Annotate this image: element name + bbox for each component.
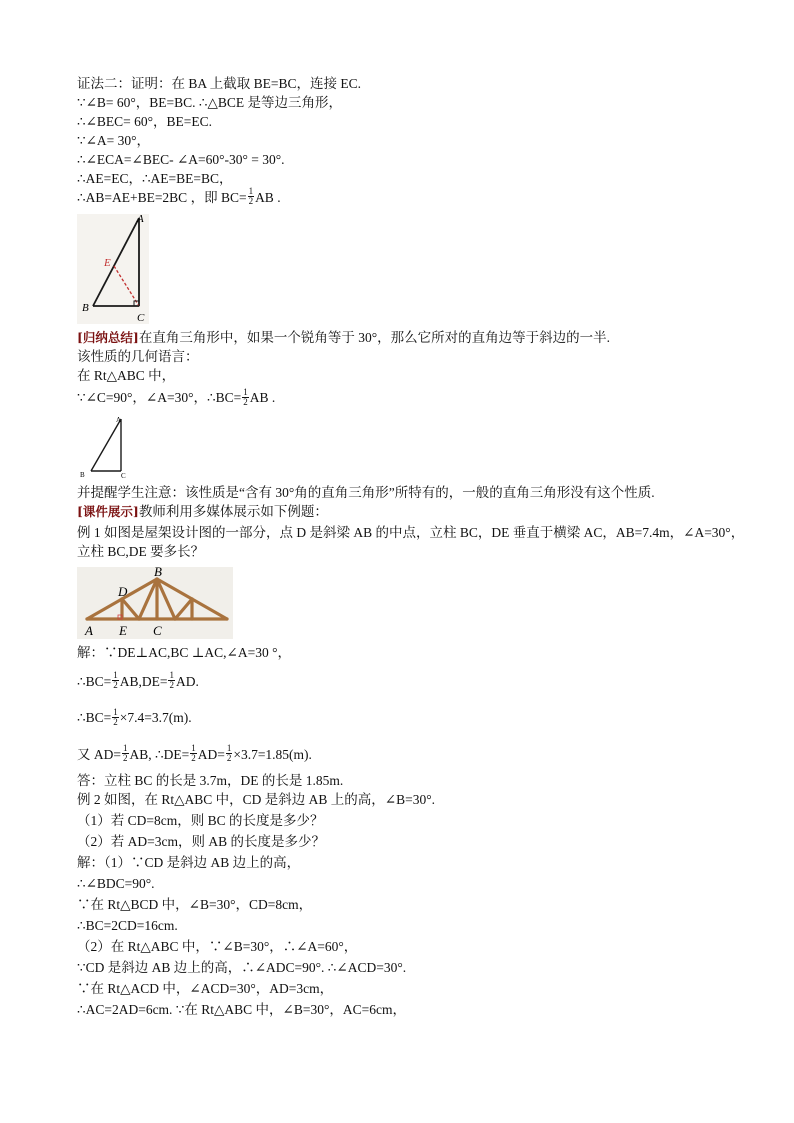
summary-tag: [归纳总结] bbox=[77, 330, 139, 346]
vertex-d-label: D bbox=[118, 583, 128, 599]
vertex-c-label: C bbox=[137, 312, 145, 325]
fraction-half: $\frac{1}{2}$ bbox=[113, 670, 118, 691]
fraction-half: $\frac{1}{2}$ bbox=[191, 743, 196, 764]
vertex-e-label: E bbox=[119, 622, 127, 638]
solution-2-line: ∴∠BDC=90°. bbox=[77, 876, 155, 892]
vertex-b-label: B bbox=[154, 566, 162, 579]
fraction-half: $\frac{1}{2}$ bbox=[113, 706, 118, 727]
proof-line: ∵∠A= 30°， bbox=[77, 133, 151, 148]
question-1: （1）若 CD=8cm，则 BC 的长度是多少？ bbox=[77, 813, 324, 829]
fraction-half: $\frac{1}{2}$ bbox=[123, 743, 128, 764]
fraction-half: $\frac{1}{2}$ bbox=[248, 186, 254, 207]
property-statement: ∵∠C=90°，∠A=30°，∴BC= $\frac{1}{2}$ AB . bbox=[77, 386, 276, 407]
vertex-a-label: A bbox=[85, 622, 93, 638]
proof2-heading: 证法二：证明：在 BA 上截取 BE=BC，连接 EC. bbox=[77, 76, 362, 91]
solution-1-step: 又 AD= $\frac{1}{2}$ AB, ∴DE= $\frac{1}{2}$ AD= $\frac{1}{2}$ ×3.7=1.85(m). bbox=[77, 743, 312, 764]
vertex-b-label: B bbox=[80, 470, 85, 479]
proof-line: ∵∠B= 60°，BE=BC. ∴△BCE 是等边三角形， bbox=[77, 95, 343, 110]
media-tag: [课件展示] bbox=[77, 503, 139, 519]
solution-1-line: 解：∵DE⊥AC,BC ⊥AC,∠A=30 °， bbox=[77, 644, 291, 660]
answer-1: 答：立柱 BC 的长是 3.7m，DE 的长是 1.85m. bbox=[77, 773, 344, 789]
fraction-half: $\frac{1}{2}$ bbox=[243, 386, 248, 407]
vertex-c-label: C bbox=[121, 471, 126, 479]
vertex-b-label: B bbox=[82, 302, 89, 315]
solution-2-line: ∵在 Rt△ACD 中，∠ACD=30°，AD=3cm， bbox=[77, 981, 334, 997]
solution-1-step: ∴BC= $\frac{1}{2}$ AB,DE= $\frac{1}{2}$ AD. bbox=[77, 670, 199, 691]
right-triangle-figure bbox=[77, 415, 129, 479]
fraction-half: $\frac{1}{2}$ bbox=[169, 670, 174, 691]
vertex-c-label: C bbox=[153, 622, 162, 638]
proof-line: ∴AE=EC，∴AE=BE=BC， bbox=[77, 171, 233, 186]
solution-2-line: 解：（1）∵CD 是斜边 AB 边上的高， bbox=[77, 855, 301, 871]
fraction-half: $\frac{1}{2}$ bbox=[226, 743, 232, 764]
solution-2-line: ∴BC=2CD=16cm. bbox=[77, 918, 178, 934]
vertex-a-label: A bbox=[116, 415, 122, 424]
proof-line: ∴∠ECA=∠BEC- ∠A=60°-30° = 30°. bbox=[77, 152, 285, 167]
geometry-language-label: 该性质的几何语言： bbox=[77, 349, 199, 365]
example-2-statement: 例 2 如图，在 Rt△ABC 中，CD 是斜边 AB 上的高，∠B=30°. bbox=[77, 792, 435, 808]
in-rt-line: 在 Rt△ABC 中， bbox=[77, 368, 176, 384]
proof-line: ∴∠BEC= 60°，BE=EC. bbox=[77, 114, 213, 129]
question-2: （2）若 AD=3cm，则 AB 的长度是多少？ bbox=[77, 834, 325, 850]
roof-truss-figure bbox=[77, 567, 233, 639]
reminder-line: 并提醒学生注意：该性质是“含有 30°角的直角三角形”所特有的，一般的直角三角形没有这个性质. bbox=[77, 484, 655, 500]
vertex-e-label: E bbox=[104, 257, 111, 270]
media-line: [课件展示]教师利用多媒体展示如下例题： bbox=[77, 503, 328, 519]
triangle-figure-with-e bbox=[77, 214, 149, 324]
solution-1-step: ∴BC= $\frac{1}{2}$ ×7.4=3.7(m). bbox=[77, 706, 192, 727]
proof-conclusion: ∴AB=AE+BE=2BC ，即 BC= $\frac{1}{2}$ AB . bbox=[77, 186, 281, 207]
solution-2-line: ∴AC=2AD=6cm. ∵在 Rt△ABC 中，∠B=30°，AC=6cm， bbox=[77, 1002, 406, 1018]
summary-line: [归纳总结]在直角三角形中，如果一个锐角等于 30°，那么它所对的直角边等于斜边的一半. bbox=[77, 330, 610, 346]
solution-2-line: ∵在 Rt△BCD 中，∠B=30°，CD=8cm， bbox=[77, 897, 313, 913]
solution-2-line: ∵CD 是斜边 AB 边上的高，∴∠ADC=90°. ∴∠ACD=30°. bbox=[77, 960, 407, 976]
example-1-statement: 例 1 如图是屋架设计图的一部分，点 D 是斜梁 AB 的中点，立柱 BC，DE 垂直于横梁 AC，AB=7.4m，∠A=30°，立柱 BC,DE 要多长？ bbox=[77, 524, 745, 559]
vertex-a-label: A bbox=[137, 214, 144, 226]
solution-2-line: （2）在 Rt△ABC 中，∵∠B=30°，∴∠A=60°， bbox=[77, 939, 358, 955]
document-page bbox=[77, 74, 757, 1019]
